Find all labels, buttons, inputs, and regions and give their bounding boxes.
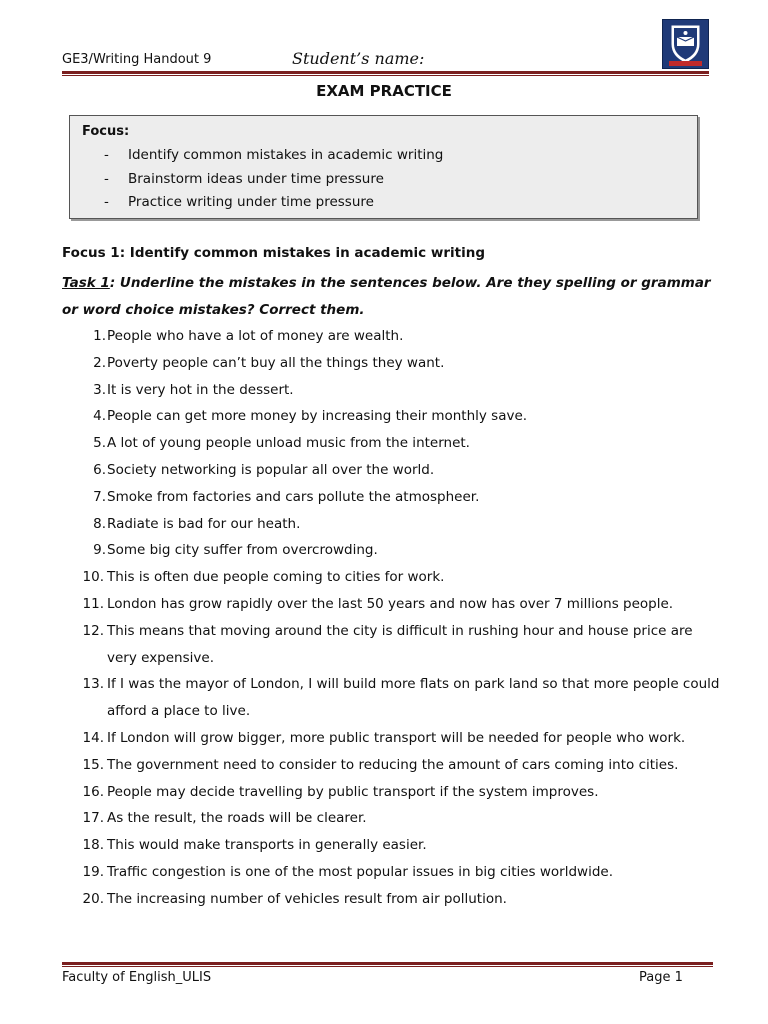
sentence-item xyxy=(80,752,720,779)
footer-rule xyxy=(62,962,713,965)
sentence-number: 7. xyxy=(93,488,106,505)
sentence-text: Traffic congestion is one of the most popular issues in big cities worldwide. xyxy=(107,863,613,880)
sentence-item xyxy=(80,859,720,886)
course-title: GE3/Writing Handout 9 xyxy=(62,52,212,67)
sentence-text: If London will grow bigger, more public transport will be needed for people who work. xyxy=(107,729,686,746)
sentence-text: People may decide travelling by public transport if the system improves. xyxy=(107,783,599,800)
sentence-number: 14. xyxy=(82,729,104,746)
sentence-item xyxy=(80,779,720,806)
focus-label: Focus: xyxy=(82,124,130,139)
sentence-number: 19. xyxy=(82,863,104,880)
sentence-number: 8. xyxy=(93,515,106,532)
sentence-text: Radiate is bad for our heath. xyxy=(107,515,301,532)
sentence-text: This means that moving around the city is difficult in rushing hour and house price are very expensive. xyxy=(107,622,693,666)
focus-item-text: Brainstorm ideas under time pressure xyxy=(128,171,384,187)
task1-text: : Underline the mistakes in the sentences below. Are they spelling or grammar or word choice mistakes? Correct them. xyxy=(62,275,711,318)
focus-item: - Brainstorm ideas under time pressure xyxy=(104,171,384,187)
page-number: Page 1 xyxy=(639,970,683,985)
sentence-item xyxy=(80,350,720,377)
sentence-item xyxy=(80,537,720,564)
sentence-text: Poverty people can’t buy all the things they want. xyxy=(107,354,445,371)
sentence-item xyxy=(80,618,720,672)
sentence-number: 17. xyxy=(82,810,104,827)
sentence-number: 2. xyxy=(93,354,106,371)
sentence-item xyxy=(80,511,720,538)
sentence-number: 3. xyxy=(93,381,106,398)
sentence-item xyxy=(80,457,720,484)
sentence-text: This would make transports in generally easier. xyxy=(107,837,427,854)
sentence-text: Some big city suffer from overcrowding. xyxy=(107,542,378,559)
sentence-number: 9. xyxy=(93,542,106,559)
focus-item: - Identify common mistakes in academic writing xyxy=(104,147,444,163)
sentence-item xyxy=(80,886,720,913)
sentence-number: 1. xyxy=(93,328,106,344)
sentence-text: As the result, the roads will be clearer. xyxy=(107,810,367,827)
header-rule-thin xyxy=(62,75,709,76)
sentence-number: 16. xyxy=(82,783,104,800)
task1-instructions xyxy=(62,270,712,324)
footer-rule-thin xyxy=(62,966,713,967)
sentence-number: 20. xyxy=(82,890,104,907)
sentence-number: 13. xyxy=(82,676,104,693)
sentence-item xyxy=(80,671,720,725)
sentence-item xyxy=(80,725,720,752)
sentence-text: The increasing number of vehicles result from air pollution. xyxy=(107,890,507,907)
sentence-number: 12. xyxy=(82,622,104,639)
university-crest-icon xyxy=(662,19,709,69)
sentence-item xyxy=(80,832,720,859)
sentence-text: People who have a lot of money are wealth. xyxy=(107,328,404,344)
sentence-item xyxy=(80,484,720,511)
sentence-number: 5. xyxy=(93,435,106,452)
sentence-number: 10. xyxy=(82,569,104,586)
page-title: EXAM PRACTICE xyxy=(316,82,452,100)
sentence-list xyxy=(80,323,720,913)
sentence-text: People can get more money by increasing their monthly save. xyxy=(107,408,528,425)
sentence-text: This is often due people coming to cities for work. xyxy=(107,569,445,586)
header-rule xyxy=(62,71,709,74)
sentence-text: A lot of young people unload music from the internet. xyxy=(107,435,470,452)
focus1-heading: Focus 1: Identify common mistakes in academic writing xyxy=(62,245,485,261)
focus-item-text: Practice writing under time pressure xyxy=(128,194,374,210)
sentence-number: 18. xyxy=(82,837,104,854)
sentence-number: 15. xyxy=(82,756,104,773)
sentence-text: Society networking is popular all over the world. xyxy=(107,461,435,478)
sentence-number: 11. xyxy=(82,595,104,612)
sentence-item xyxy=(80,564,720,591)
sentence-number: 4. xyxy=(93,408,106,425)
focus-box xyxy=(69,115,698,219)
sentence-text: Smoke from factories and cars pollute the atmospheer. xyxy=(107,488,480,505)
sentence-item xyxy=(80,323,720,350)
sentence-text: The government need to consider to reducing the amount of cars coming into cities. xyxy=(107,756,679,773)
student-name-label: Student’s name: xyxy=(292,49,425,68)
sentence-item xyxy=(80,377,720,404)
footer-faculty: Faculty of English_ULIS xyxy=(62,970,212,985)
sentence-text: If I was the mayor of London, I will build more flats on park land so that more people could afford a place to live. xyxy=(107,676,720,720)
sentence-item xyxy=(80,403,720,430)
sentence-text: It is very hot in the dessert. xyxy=(107,381,294,398)
sentence-text: London has grow rapidly over the last 50 years and now has over 7 millions people. xyxy=(107,595,674,612)
task1-label: Task 1 xyxy=(62,275,110,291)
sentence-item xyxy=(80,805,720,832)
sentence-number: 6. xyxy=(93,461,106,478)
sentence-item xyxy=(80,430,720,457)
focus-item-text: Identify common mistakes in academic writing xyxy=(128,147,444,163)
focus-item: - Practice writing under time pressure xyxy=(104,194,374,210)
sentence-item xyxy=(80,591,720,618)
